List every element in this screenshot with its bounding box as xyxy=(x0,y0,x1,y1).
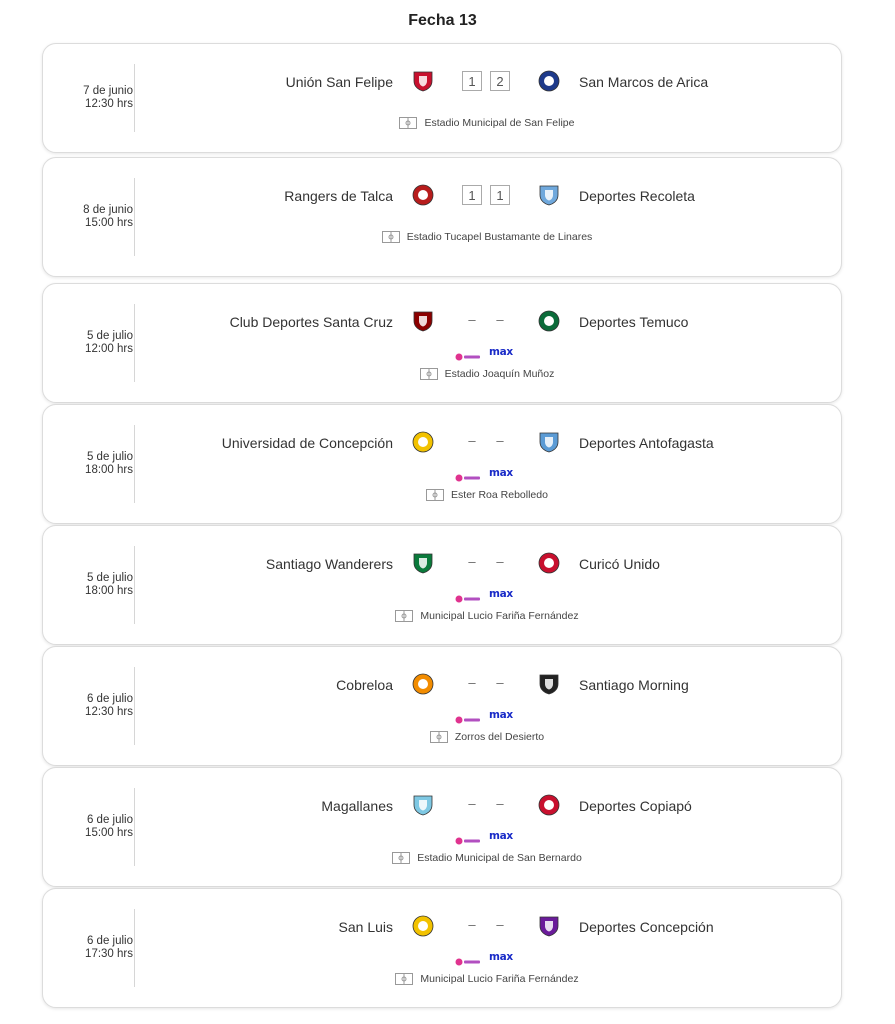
stadium-icon xyxy=(395,973,413,985)
home-team-name[interactable]: Cobreloa xyxy=(336,677,393,693)
match-card[interactable] xyxy=(42,888,842,1008)
away-team-crest-icon xyxy=(537,309,561,333)
away-team-crest-icon xyxy=(537,793,561,817)
match-date: 6 de julio xyxy=(86,693,133,705)
stadium-icon xyxy=(399,117,417,129)
home-team-name[interactable]: Magallanes xyxy=(321,798,393,814)
round-title: Fecha 13 xyxy=(408,12,477,29)
max-logo[interactable]: max xyxy=(489,588,513,600)
away-team-name[interactable]: Deportes Recoleta xyxy=(579,188,695,204)
match-time: 12:30 hrs xyxy=(85,98,133,110)
away-team-name[interactable]: San Marcos de Arica xyxy=(579,74,709,90)
home-team-crest-icon xyxy=(411,914,435,938)
stadium-name: Estadio Municipal de San Felipe xyxy=(424,117,575,129)
away-team-crest-icon xyxy=(537,69,561,93)
away-score: 2 xyxy=(490,71,510,91)
match-date: 6 de julio xyxy=(86,814,133,826)
away-score: – xyxy=(496,917,504,932)
home-team-crest-icon xyxy=(411,672,435,696)
home-team-crest-icon xyxy=(411,793,435,817)
stadium-info xyxy=(43,731,841,743)
match-card[interactable] xyxy=(42,404,842,524)
home-team-name[interactable]: San Luis xyxy=(338,919,393,935)
stadium-name: Zorros del Desierto xyxy=(454,731,545,743)
stadium-icon xyxy=(392,852,410,864)
away-team-name[interactable]: Deportes Concepción xyxy=(579,919,714,935)
home-score: 1 xyxy=(462,185,482,205)
home-team-crest-icon xyxy=(411,309,435,333)
max-logo[interactable]: max xyxy=(489,709,513,721)
away-score: – xyxy=(496,312,504,327)
match-date: 6 de julio xyxy=(86,935,133,947)
tnt-sports-logo-icon[interactable] xyxy=(455,953,481,971)
home-score: – xyxy=(468,554,476,569)
stadium-name: Municipal Lucio Fariña Fernández xyxy=(420,973,579,985)
home-team-crest-icon xyxy=(411,69,435,93)
match-date: 7 de junio xyxy=(83,85,133,97)
match-card[interactable] xyxy=(42,767,842,887)
max-logo[interactable]: max xyxy=(489,951,513,963)
stadium-info xyxy=(43,973,841,985)
match-time: 12:30 hrs xyxy=(85,706,133,718)
match-datetime xyxy=(43,526,133,644)
home-team-name[interactable]: Rangers de Talca xyxy=(284,188,393,204)
stadium-name: Estadio Tucapel Bustamante de Linares xyxy=(406,231,593,243)
home-score: – xyxy=(468,312,476,327)
home-score: – xyxy=(468,675,476,690)
match-datetime xyxy=(43,889,133,1007)
home-team-crest-icon xyxy=(411,183,435,207)
home-score: – xyxy=(468,917,476,932)
match-datetime xyxy=(43,405,133,523)
tnt-sports-logo-icon[interactable] xyxy=(455,832,481,850)
match-card[interactable] xyxy=(42,157,842,277)
max-logo[interactable]: max xyxy=(489,467,513,479)
away-team-name[interactable]: Deportes Copiapó xyxy=(579,798,692,814)
home-team-name[interactable]: Universidad de Concepción xyxy=(221,435,393,451)
home-score: – xyxy=(468,433,476,448)
broadcast-channels xyxy=(453,346,523,358)
stadium-icon xyxy=(382,231,400,243)
match-datetime xyxy=(43,158,133,276)
home-team-name[interactable]: Unión San Felipe xyxy=(285,74,393,90)
match-time: 18:00 hrs xyxy=(85,464,133,476)
broadcast-channels xyxy=(453,830,523,842)
away-team-crest-icon xyxy=(537,551,561,575)
stadium-name: Ester Roa Rebolledo xyxy=(451,489,548,501)
away-team-crest-icon xyxy=(537,183,561,207)
stadium-name: Municipal Lucio Fariña Fernández xyxy=(420,610,579,622)
match-card[interactable] xyxy=(42,43,842,153)
tnt-sports-logo-icon[interactable] xyxy=(455,469,481,487)
match-card[interactable] xyxy=(42,283,842,403)
match-card[interactable] xyxy=(42,646,842,766)
home-team-crest-icon xyxy=(411,430,435,454)
home-team-crest-icon xyxy=(411,551,435,575)
broadcast-channels xyxy=(453,588,523,600)
tnt-sports-logo-icon[interactable] xyxy=(455,590,481,608)
away-score: 1 xyxy=(490,185,510,205)
stadium-info xyxy=(43,231,841,243)
stadium-name: Estadio Municipal de San Bernardo xyxy=(417,852,582,864)
date-divider xyxy=(134,178,135,256)
stadium-info xyxy=(43,610,841,622)
max-logo[interactable]: max xyxy=(489,346,513,358)
home-score: – xyxy=(468,796,476,811)
match-datetime xyxy=(43,768,133,886)
stadium-name: Estadio Joaquín Muñoz xyxy=(444,368,555,380)
away-team-crest-icon xyxy=(537,914,561,938)
match-date: 5 de julio xyxy=(86,572,133,584)
away-team-name[interactable]: Curicó Unido xyxy=(579,556,660,572)
match-datetime xyxy=(43,647,133,765)
match-datetime xyxy=(43,44,133,152)
stadium-info xyxy=(43,117,841,129)
match-time: 18:00 hrs xyxy=(85,585,133,597)
tnt-sports-logo-icon[interactable] xyxy=(455,348,481,366)
away-team-crest-icon xyxy=(537,430,561,454)
max-logo[interactable]: max xyxy=(489,830,513,842)
away-team-name[interactable]: Deportes Temuco xyxy=(579,314,689,330)
away-score: – xyxy=(496,554,504,569)
match-date: 5 de julio xyxy=(86,451,133,463)
home-team-name[interactable]: Club Deportes Santa Cruz xyxy=(229,314,393,330)
match-datetime xyxy=(43,284,133,402)
away-team-crest-icon xyxy=(537,672,561,696)
stadium-info xyxy=(43,852,841,864)
match-time: 12:00 hrs xyxy=(85,343,133,355)
stadium-icon xyxy=(430,731,448,743)
away-team-name[interactable]: Santiago Morning xyxy=(579,677,689,693)
match-date: 5 de julio xyxy=(86,330,133,342)
stadium-info xyxy=(43,489,841,501)
match-time: 15:00 hrs xyxy=(85,217,133,229)
stadium-icon xyxy=(420,368,438,380)
away-score: – xyxy=(496,433,504,448)
stadium-info xyxy=(43,368,841,380)
stadium-icon xyxy=(395,610,413,622)
match-card[interactable] xyxy=(42,525,842,645)
match-time: 17:30 hrs xyxy=(85,948,133,960)
broadcast-channels xyxy=(453,709,523,721)
match-time: 15:00 hrs xyxy=(85,827,133,839)
broadcast-channels xyxy=(453,467,523,479)
home-score: 1 xyxy=(462,71,482,91)
away-team-name[interactable]: Deportes Antofagasta xyxy=(579,435,714,451)
away-score: – xyxy=(496,675,504,690)
away-score: – xyxy=(496,796,504,811)
match-date: 8 de junio xyxy=(83,204,133,216)
stadium-icon xyxy=(426,489,444,501)
tnt-sports-logo-icon[interactable] xyxy=(455,711,481,729)
home-team-name[interactable]: Santiago Wanderers xyxy=(265,556,393,572)
broadcast-channels xyxy=(453,951,523,963)
